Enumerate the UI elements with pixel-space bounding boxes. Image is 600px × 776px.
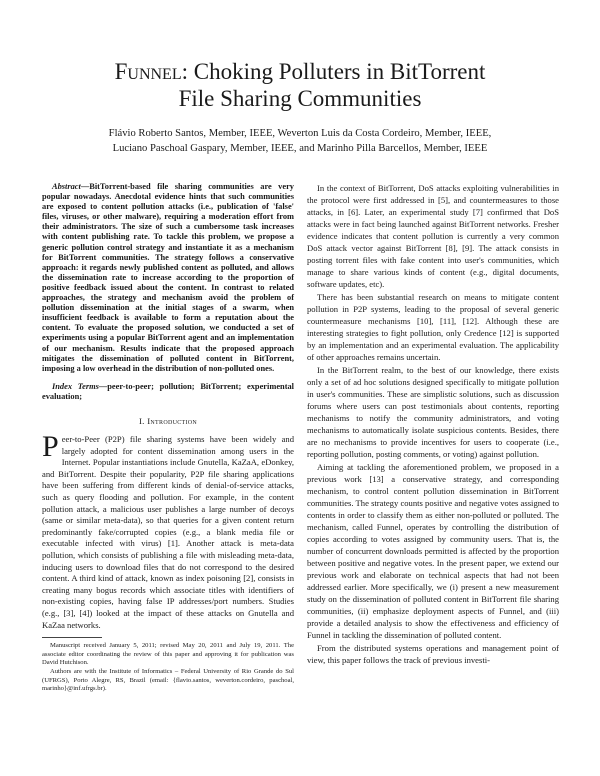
abstract <box>42 182 294 374</box>
right-column <box>307 182 559 667</box>
author-list <box>40 126 560 156</box>
paragraph: In the BitTorrent realm, to the best of our knowledge, there exists only a set of ad hoc solutions designed specifically to mitigate pollution in user's communities. These are simplistic solutions, such as discussion forums where users can post testimonials about contents, reporting mechanisms to notify the community administrators, and voting mechanisms to automatically isolate suspicious contents. Besides, there are no mechanisms to provide incentives for users to cooperate (i.e., reporting pollution, posting comments, or voting) against pollution. <box>307 365 559 459</box>
abstract-label: Abstract <box>52 182 81 191</box>
index-terms-text: —peer-to-peer; pollution; BitTorrent; experimental evaluation; <box>42 381 295 401</box>
title-line-1: Funnel: Choking Polluters in BitTorrent <box>114 59 486 84</box>
drop-cap: P <box>42 430 59 464</box>
title-line-2: File Sharing Communities <box>178 86 422 111</box>
index-terms <box>42 382 294 402</box>
paragraph: Aiming at tackling the aforementioned problem, we proposed in a previous work [13] a conservative strategy, and corresponding mechanism, to control content pollution dissemination in BitTorrent communities. The strategy counts positive and negative votes assigned to contents in order to classify them as either non-polluted or polluted. The mechanism, called Funnel, operates by controlling the distribution of copies according to votes assigned by community users. That is, the number of concurrent downloads permitted is affected by the proportion between positive and negative votes. In the present paper, we extend our previous work and elaborate on technical aspects that had not been addressed earlier. More specifically, we (i) present a new measurement study on the dissemination of polluted content in BitTorrent file sharing communities, (ii) emphasize deployment aspects of Funnel, and (iii) provide a detailed analysis to show the effectiveness and efficiency of Funnel in tackling the dissemination of polluted content. <box>307 462 559 640</box>
introduction-paragraph <box>42 430 294 631</box>
paragraph: In the context of BitTorrent, DoS attacks exploiting vulnerabilities in the protocol were first addressed in [5], and countermeasures to those attacks, in [6]. Later, an experimental study [7] confirmed that DoS attacks were in fact being launched against BitTorrent networks. Fresher evidence indicates that content pollution is currently a very common DoS attack vector against BitTorrent [8], [9]. The attack consists in posting torrent files with fake content into user's communities, which manage to share various kinds of content (e.g., digital documents, software updates, etc). <box>307 183 559 289</box>
footnote-manuscript: Manuscript received January 5, 2011; revised May 20, 2011 and July 19, 2011. The associate editor coordinating the review of this paper and approving it for publication was David Hutchison. <box>42 642 294 667</box>
footnote-divider <box>42 637 102 638</box>
introduction-text: eer-to-Peer (P2P) file sharing systems have been widely and largely adopted for content dissemination among users in the Internet. Popular instantiations include Gnutella, KaZaA, eDonkey, and BitTorrent. Despite their popularity, P2P file sharing applications have been suffering from different kinds of denial-of-service attacks, such as query flooding and pollution. For example, in the content pollution attack, a malicious user publishes a large number of decoys (same or similar meta-data), so that queries for a given content return predominantly fake/corrupted copies (e.g., a blank media file or executable infected with virus) [1]. Another attack is meta-data pollution, which consists of publishing a file with misleading meta-data, inducing users to download files that do not correspond to the desired content. A third kind of attack, known as index poisoning [2], consists in creating many bogus records which associate titles with identifiers of non-existing copies, having false IP addresses/port numbers. Studies (e.g., [3], [4]) looked at the impact of these attacks on Gnutella and KaZaa networks. <box>42 434 294 630</box>
paragraph: From the distributed systems operations and management point of view, this paper follows the track of previous investi- <box>307 643 559 665</box>
paragraph: There has been substantial research on means to mitigate content pollution in P2P systems, leading to the proposal of several generic countermeasure mechanisms [10], [11], [12]. Although these are interesting strategies to fight pollution, only Credence [12] is supported by an implementation and an experimental evaluation. The applicability of other approaches remains uncertain. <box>307 292 559 362</box>
paper-title <box>40 58 560 112</box>
section-heading-introduction: I. Introduction <box>138 415 198 426</box>
footnote-authors: Authors are with the Institute of Informatics – Federal University of Rio Grande do Sul (UFRGS), Porto Alegre, RS, Brazil (email: {flavio.santos, weverton.cordeiro, paschoal, marinho}@inf.ufrgs.br). <box>42 667 294 693</box>
abstract-text: —BitTorrent-based file sharing communities are very popular nowadays. Anecdotal evidence hints that such communities are exposed to content pollution attacks (i.e., publication of 'false' files, viruses, or other malware), requiring a moderation effort from their administrators. The size of such a cumbersome task increases with content publishing rate. To tackle this problem, we propose a generic pollution control strategy and instantiate it as a mechanism for BitTorrent communities. The strategy follows a conservative approach: it regards newly published content as polluted, and allows the dissemination rate to increase according to the proportion of positive feedback issued about the content. In contrast to related approaches, the strategy and mechanism avoid the problem of pollution dissemination at the initial stages of a swarm, when insufficient feedback is available to form a reputation about the content. To evaluate the proposed solution, we conducted a set of experiments using a popular BitTorrent agent and an implementation of our mechanism. Results indicate that the proposed approach mitigates the dissemination of polluted content in BitTorrent, imposing a low overhead in the distribution of non-polluted ones. <box>42 182 294 373</box>
author-line-1: Flávio Roberto Santos, Member, IEEE, Weverton Luis da Costa Cordeiro, Member, IEEE, <box>108 128 492 139</box>
left-column <box>42 182 294 694</box>
author-line-2: Luciano Paschoal Gaspary, Member, IEEE, and Marinho Pilla Barcellos, Member, IEEE <box>112 143 488 154</box>
index-terms-label: Index Terms <box>52 381 99 391</box>
